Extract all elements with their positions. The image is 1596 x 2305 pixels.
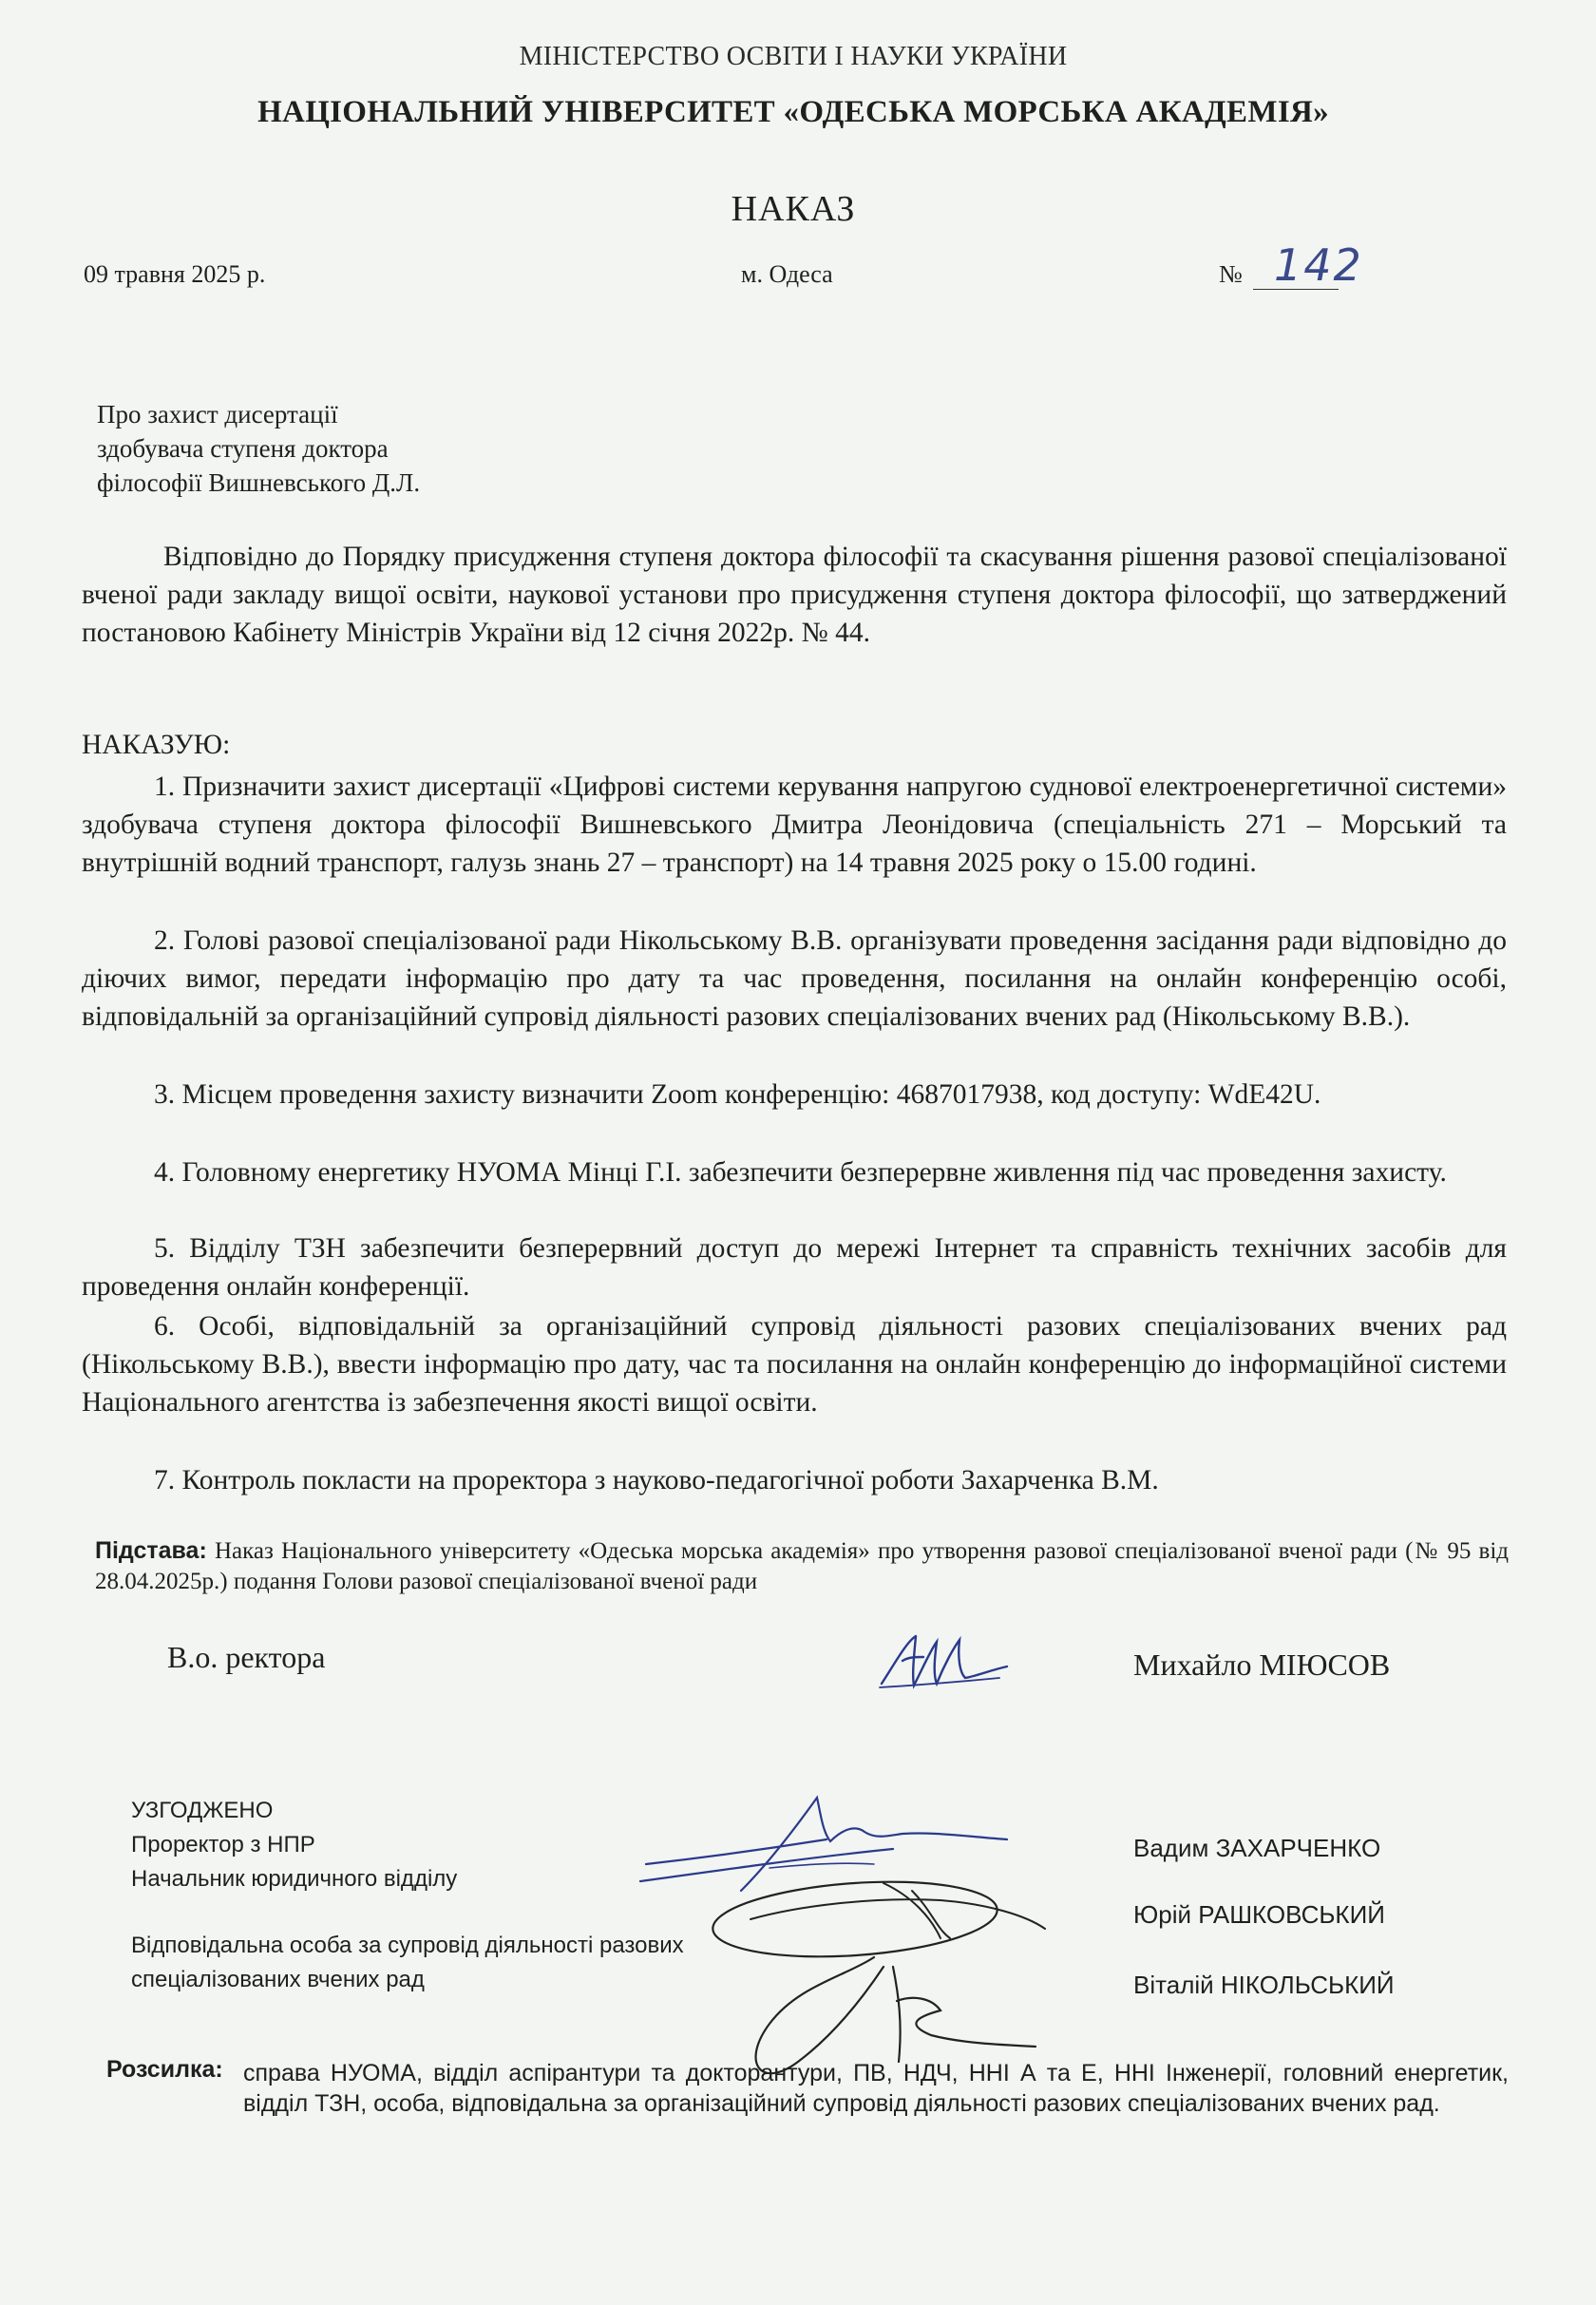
order-subject <box>97 397 420 500</box>
approval-name: Вадим ЗАХАРЧЕНКО <box>1133 1834 1381 1862</box>
order-item-1: 1. Призначити захист дисертації «Цифрові системи керування напругою суднової електроенергетичної системи» здобувача ступеня доктора філософії Вишневського Дмитра Леонідовича (спеціальність 271 – Морський та внутрішній водний транспорт, галузь знань 27 – транспорт) на 14 травня 2025 року о 15.00 годині. <box>82 772 1507 878</box>
signer-position: В.о. ректора <box>167 1640 326 1674</box>
order-item-3: 3. Місцем проведення захисту визначити Zoom конференцію: 4687017938, код доступу: WdE42U. <box>154 1079 1321 1110</box>
approval-block <box>131 1794 684 1997</box>
order-number <box>1219 239 1409 291</box>
order-number-value: 142 <box>1274 239 1363 291</box>
approval-heading: УЗГОДЖЕНО <box>131 1798 274 1823</box>
intro-paragraph: Відповідно до Порядку присудження ступеня доктора філософії та скасування рішення разової спеціалізованої вченої ради закладу вищої освіти, наукової установи про присудження ступеня доктора філософії, що затверджений постановою Кабінету Міністрів України від 12 січня 2022р. № 44. <box>82 542 1507 648</box>
order-number-label: № <box>1219 260 1243 288</box>
basis-text: Наказ Національного університету «Одеська морська академія» про утворення разової спеціалізованої вченої ради (№ 95 від 28.04.2025р.) подання Голови разової спеціалізованої вченої ради <box>95 1538 1510 1594</box>
approval-name: Юрій РАШКОВСЬКИЙ <box>1133 1900 1385 1929</box>
order-word: НАКАЗУЮ: <box>82 730 231 760</box>
order-item-5: 5. Відділу ТЗН забезпечити безперервний доступ до мережі Інтернет та справність технічних засобів для проведення онлайн конференції. <box>82 1233 1507 1302</box>
approval-responsible-line: Відповідальна особа за супровід діяльності разових <box>131 1933 684 1958</box>
signer-name: Михайло МІЮСОВ <box>1133 1648 1391 1682</box>
ministry-heading: МІНІСТЕРСТВО ОСВІТИ І НАУКИ УКРАЇНИ <box>519 42 1068 71</box>
subject-line: філософії Вишневського Д.Л. <box>97 468 421 497</box>
order-item-2: 2. Голові разової спеціалізованої ради Нікольському В.В. організувати проведення засідання ради відповідно до діючих вимог, передати інформацію про дату та час проведення, посилання на онлайн конференцію особі, відповідальній за організаційний супровід діяльності разових спеціалізованих вчених рад (Нікольському В.В.). <box>82 925 1507 1032</box>
order-item-4: 4. Головному енергетику НУОМА Мінці Г.І. забезпечити безперервне живлення під час проведення захисту. <box>154 1157 1447 1188</box>
distribution-text: справа НУОМА, відділ аспірантури та докторантури, ПВ, НДЧ, ННІ А та Е, ННІ Інженерії, головний енергетик, відділ ТЗН, особа, відповідальна за організаційний супровід діяльності разових спеціалізованих вчених рад. <box>243 2060 1509 2117</box>
subject-line: Про захист дисертації <box>97 400 338 429</box>
university-heading: НАЦІОНАЛЬНИЙ УНІВЕРСИТЕТ «ОДЕСЬКА МОРСЬКА АКАДЕМІЯ» <box>257 95 1329 129</box>
document-type-heading: НАКАЗ <box>731 189 856 229</box>
rector-signature <box>874 1629 1016 1695</box>
basis-section <box>95 1535 1509 1597</box>
order-item-7: 7. Контроль покласти на проректора з науково-педагогічної роботи Захарченка В.М. <box>154 1465 1159 1495</box>
basis-label: Підстава: <box>95 1537 207 1564</box>
order-city: м. Одеса <box>741 260 833 288</box>
approval-position: Начальник юридичного відділу <box>131 1866 458 1892</box>
approval-name: Віталій НІКОЛЬСЬКИЙ <box>1133 1971 1395 1999</box>
approval-responsible-line: спеціалізованих вчених рад <box>131 1967 425 1992</box>
order-date: 09 травня 2025 р. <box>84 260 266 288</box>
approval-signatures <box>627 1777 1074 2100</box>
approval-position: Проректор з НПР <box>131 1832 315 1857</box>
order-item-6: 6. Особі, відповідальній за організаційний супровід діяльності разових спеціалізованих вчених рад (Нікольському В.В.), ввести інформацію про дату, час та посилання на онлайн конференцію до інформаційної системи Національного агентства із забезпечення якості вищої освіти. <box>82 1311 1507 1418</box>
distribution-label: Розсилка: <box>106 2056 223 2083</box>
subject-line: здобувача ступеня доктора <box>97 434 389 463</box>
